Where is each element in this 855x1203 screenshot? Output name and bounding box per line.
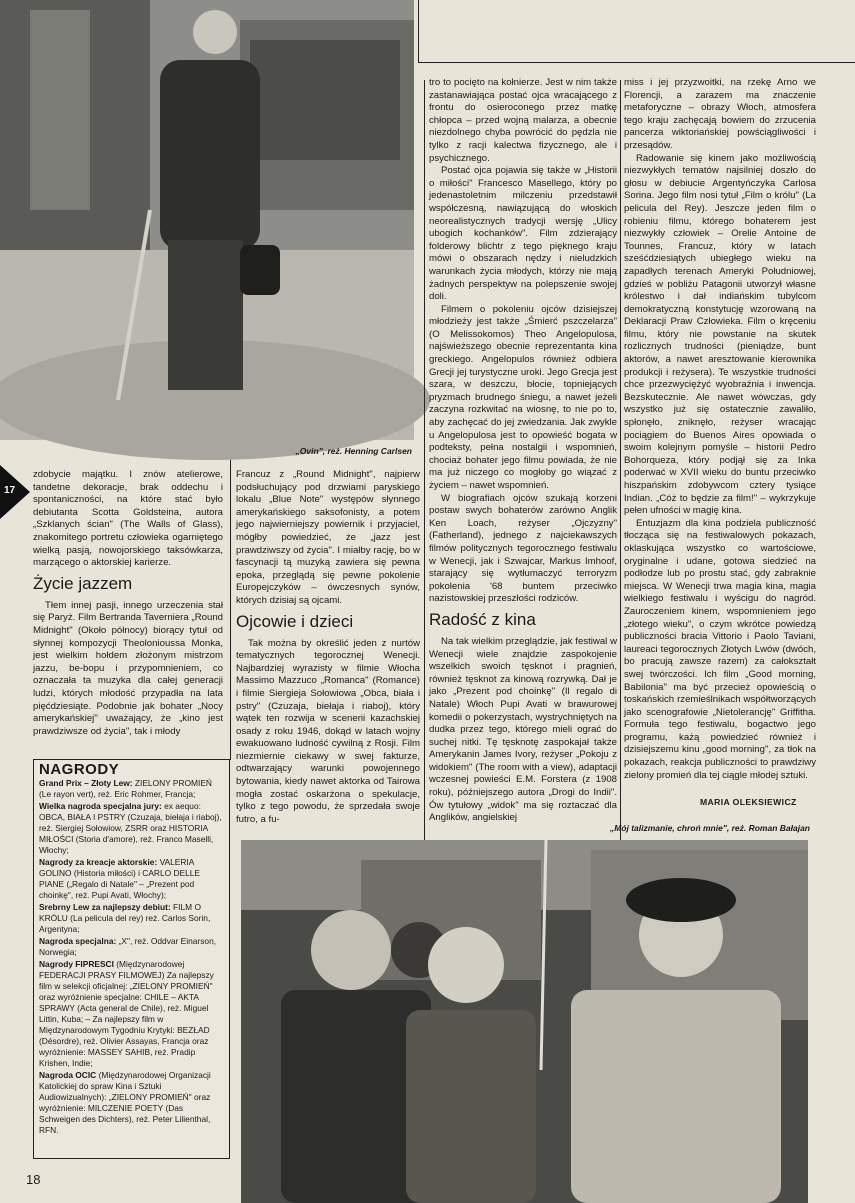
column-3 — [429, 77, 617, 837]
col2-paragraph-1: Francuz z „Round Midnight", najpierw podsłuchujący pod drzwiami paryskiego lokalu „Blue Note" występów słynnego amerykańskiego saksofonisty, a potem jego najwierniejszy powiernik i przyjaciel, mógłby powiedzieć, że „jazz jest prawdziwszy od życia". I miałby rację, bo w fascynacji tą muzyką zawiera się pewna epoka, przeglądą się pewne pokolenie Europejczyków – ówczesnych synów, których dzisiaj są ojcami. — [236, 469, 420, 606]
heading-radosc-z-kina: Radość z kina — [429, 609, 536, 629]
bottom-photo-caption: „Mój talizmanie, chroń mnie", reż. Roman Bałajan — [609, 823, 810, 833]
award-item — [39, 857, 224, 901]
column-divider-2 — [424, 80, 425, 840]
top-photo-divider — [418, 0, 419, 62]
page-number-18: 18 — [26, 1172, 41, 1187]
award-label: Srebrny Lew za najlepszy debiut: — [39, 902, 171, 912]
award-label: Wielka nagroda specjalna jury: — [39, 801, 162, 811]
top-photo — [0, 0, 414, 440]
awards-box — [33, 759, 230, 1159]
award-label: Nagroda OCIC — [39, 1070, 97, 1080]
award-text: ZIELONY PROMIEŃ (Le rayon vert), reż. Eric Rohmer, Francja; — [39, 778, 212, 799]
award-label: Nagrody FIPRESCI — [39, 959, 114, 969]
award-text: „X", reż. Oddvar Einarson, Norwegia; — [39, 936, 217, 957]
award-item — [39, 936, 224, 958]
col4-paragraph-1: miss i jej przyzwoitki, na rzekę Arno we Florencji, a zarazem ma znaczenie metaforyczne – obrazy Włoch, atmosfera tego kraju zachęcają bowiem do zrzucenia pancerza wiktoriańskiej powściągliwości i przesądów. — [624, 77, 816, 151]
bottom-photo — [241, 840, 808, 1203]
award-label: Nagrody za kreacje aktorskie: — [39, 857, 158, 867]
award-item — [39, 801, 224, 856]
col3-paragraph-5: Na tak wielkim przeglądzie, jak festiwal w Wenecji wiele znajdzie zaspokojenie wszelkich swoich tęsknot i pragnień, również tęsknot za kinową rozrywką. Dał je jako „Prezent pod choinkę" (Il regalo di Natale) Włoch Pupi Avati w brawurowej komedii o pokerzystach, wystrychniętych na dudka przez tego, którego mieli ograć do suchej nitki. Tę tęsknotę zaspokajał także Amerykanin James Ivory, reżyser „Pokoju z widokiem" (The room with a view), adaptacji wczesnej powieści E.M. Forstera (z 1908 roku), późniejszego autora „Drogi do Indii". Ów tytułowy „widok" ma się roztaczać dla Anglików, angielskiej — [429, 635, 617, 824]
top-right-rule — [418, 62, 855, 63]
page-number-17: 17 — [4, 485, 16, 496]
award-text: (Międzynarodowej FEDERACJI PRASY FILMOWEJ) Za najlepszy film w selekcji oficjalnej: „ZIELONY PROMIEŃ" oraz wyróżnienie specjalne: CHILE – AKTA SPRAWY (Acta general de Chile), reż. Miguel Littin, Kuba; – Za najlepszy film w Międzynarodowym Tygodniu Krytyki: BEZŁAD (Désordre), reż. Olivier Assayas, Francja oraz wyróżnienie: MASSEY SAHIB, reż. Pradip Krishen, Indie; — [39, 959, 214, 1068]
col1-paragraph-2: Tłem innej pasji, innego urzeczenia stał się Paryż. Film Bertranda Taverniera „Round Midnight" (Około północy) biorący tytuł od słynnej kompozycji Theolonioussa Monka, jest wielkim hołdem złożonym mistrzom jazzu, be-bopu i przypomnieniem, co oznaczała ta muzyka dla całej generacji ludzi, których młodość przypadła na lata pięćdziesiąte. Podobnie jak bohater „Nocy amerykańskiej" uważający, że „kino jest prawdziwsze od życia", tak i młody — [33, 599, 223, 737]
column-1 — [33, 469, 223, 759]
column-4 — [624, 77, 816, 781]
award-item — [39, 1070, 224, 1136]
col3-paragraph-3: Filmem o pokoleniu ojców dzisiejszej młodzieży jest także „Śmierć pszczelarza" (O Melissokomos) Theo Angelopulosa, najświeższego obecnie reprezentanta kina greckiego. Angelopulos również odbiera Grecji jej turystyczne uroki. Jego Grecja jest szara, w deszczu, błocie, topniejących pryzmach brudnego śniegu, a nawet jeżeli zaczyna rozkwitać na wiosnę, to nie po to, aby zachęcać do jej zwiedzania. Jak zwykle u Angelopulosa jest to opowieść bogata w podteksty, pełna nostalgii i wspomnień, chociaż bohater jego filmu powiada, że nie ma już niczego co mogłoby go wiązać z życiem – nawet wspomnień. — [429, 303, 617, 491]
award-text: FILM O KRÓLU (La pelicula del rey) reż. Carlos Sorin, Argentyna; — [39, 902, 211, 934]
heading-zycie-jazzem: Życie jazzem — [33, 573, 133, 593]
col3-paragraph-4: W biografiach ojców szukają korzeni postaw swych bohaterów zarówno Anglik Ken Loach, reżyser „Ojczyzny" (Fatherland), jednego z najciekawszych filmów politycznych tegorocznego festiwalu w Wenecji, jak i Szwajcar, Markus Imhoof, starający się wytłumaczyć terroryzm pokolenia '68 buntem przeciwko nazistowskiej przeszłości rodziców. — [429, 492, 617, 605]
top-photo-image — [0, 0, 414, 440]
awards-title: NAGRODY — [39, 761, 120, 778]
col1-paragraph-1: zdobycie majątku. I znów atelierowe, tandetne dekoracje, brak oddechu i spontaniczności, na które stać było debiutanta Scotta Goldsteina, autora „Szklanych ścian" (The Walls of Glass), znakomitego portretu człowieka ogarniętego wielką pasją, nowojorskiego taksówkarza, marzącego o aktorskiej karierze. — [33, 469, 223, 569]
col2-paragraph-2: Tak można by określić jeden z nurtów tematycznych tegorocznej Wenecji. Najbardziej wyrazisty w filmie Włocha Massimo Mazzuco „Romanca" (Romance) i filmie Siergieja Sołowiowa „Obca, biała i pstry" (Czuzaja, biełaja i riaboj), który wątek ten rozwija w scenerii kazachskiej osady z roku 1946, dokąd w latach wojny ewakuowano ludność cywilną z Rosji. Film niezmiernie ciekawy w swej fakturze, odtwarzający warunki powojennego bytowania, kiedy nawet aktorka od Tairowa mogła zostać oskarżona o spekulacje, tylko z tego powodu, że sprzedała swoje futro, a fu- — [236, 637, 420, 825]
author-signature: MARIA OLEKSIEWICZ — [700, 797, 797, 807]
award-item — [39, 902, 224, 935]
col4-paragraph-2: Radowanie się kinem jako możliwością niezwykłych tematów najsilniej doszło do głosu w debiucie Argentyńczyka Carlosa Sorina. Jego film nosi tytuł „Film o królu" (La pelicula del Rey). Jeszcze jeden film o robieniu filmu, którego bohaterem jest niezwykły człowiek – Orelie Antoine de Tounnes, Francuz, który w latach sześćdziesiątych ubiegłego wieku na zapadłych terenach Ameryki Południowej, gdzieś w pobliżu Patagonii utworzył własne królestwo i dał indiańskim tubylcom demokratyczną konstytucję wzorowaną na Deklaracji Praw Człowieka. Film o kręceniu filmu, który nie powstanie na skutek rozlicznych trudności (pieniądze, bunt aktorów, a nawet aresztowanie kierownika produkcji i reżysera). Te wszystkie trudności chce przezwyciężyć wyobraźnia i inwencja. Bezskutecznie. Ale nawet wówczas, gdy wszystko już się ostatecznie zawaliło, spłonęło, zniknęło, reżyser wracając pociągiem do Buenos Aires opowiada o swoim kolejnym pomyśle – historii Pedro Bohorqueza, który podjął się za Inka poderwać w XVII wieku do buntu przeciwko hiszpańskim zdobywcom cztery tysiące Indian. „Cóż to będzie za film!" – wykrzykuje pełen ufności w magię kina. — [624, 152, 816, 517]
bottom-photo-image — [241, 840, 808, 1203]
column-divider-1 — [230, 460, 231, 760]
heading-ojcowie-i-dzieci: Ojcowie i dzieci — [236, 611, 354, 631]
column-divider-3 — [620, 80, 621, 840]
award-label: Grand Prix – Złoty Lew: — [39, 778, 133, 788]
column-2 — [236, 469, 420, 839]
award-text: VALERIA GOLINO (Historia miłości) i CARLO DELLE PIANE („Regalo di Natale" – „Prezent pod choinkę", reż. Pupi Avati, Włochy); — [39, 857, 201, 900]
award-text: ex aequo: OBCA, BIAŁA I PSTRY (Czuzaja, biełaja i riaboj), reż. Siergiej Sołowiow, ZSRR oraz HISTORIA MIŁOŚCI (Storia d'amore), reż. Franco Maselli, Włochy; — [39, 801, 222, 855]
top-photo-caption: „Ovin", reż. Henning Carlsen — [295, 446, 412, 456]
col3-paragraph-2: Postać ojca pojawia się także w „Historii o miłości" Francesco Masellego, który po jedenastoletnim milczeniu przedstawił współczesną, nawiązującą do włoskich neorealistycznych tradycji wersję „Ulicy ubogich kochanków". Film zdzierający folderowy blichtr z tego pięknego kraju mówi o obszarach nędzy i nieludzkich warunkach życia młodych, którzy nie mają żadnych perspektyw na polepszenie swojej doli. — [429, 165, 617, 303]
award-item — [39, 959, 224, 1069]
award-item — [39, 778, 224, 800]
award-label: Nagroda specjalna: — [39, 936, 117, 946]
col3-paragraph-1: tro to pocięto na kołnierze. Jest w nim także zastanawiająca postać ojca wracającego z frontu do osieroconego przez matkę chłopca – przed wojną malarza, a obecnie niezdolnego chyba powrócić do pędzla nie tylko z racji kalectwa fizycznego, ale i psychicznego. — [429, 77, 617, 164]
award-text: (Międzynarodowej Organizacji Katolickiej do spraw Kina i Sztuki Audiowizualnych): „ZIELONY PROMIEŃ" oraz wyróżnienie: MILCZENIE POETY (Das Schweigen des Dichters), reż. Peter Lilienthal, RFN. — [39, 1070, 211, 1135]
col4-paragraph-3: Entuzjazm dla kina podziela publiczność tłocząca się na festiwalowych pokazach, oklaskująca wszystko co wartościowe, oryginalne i udane, gotowa siedzieć na podłodze lub po prostu stać, gdy zabraknie miejsca. W Wenecji trwa magia kina, magia wielkiego festiwalu i wyścigu do nagród. Zauroczeniem kinem, wspomnieniem jego „złotego wieku", o czym wkrótce powiedzą publiczności bracia Vittorio i Paolo Taviani, laureaci tegorocznych Złotych Lwów (dwóch, bo pracują zawsze razem) za całokształt swej twórczości. Ich film „Good morning, Babilonia" ma być przecież opowieścią o toskańskich rzemieślnikach współtworzących jako scenografowie „Nietolerancję" Griffitha. Formuła tego festiwalu, bogactwo jego programu, każą powiedzieć również i dzisiejszemu kinu „good morning", za tłok na pokazach, reakcja publiczności to prawdziwy zielony promień dla tej ciągle młodej sztuki. — [624, 517, 816, 781]
